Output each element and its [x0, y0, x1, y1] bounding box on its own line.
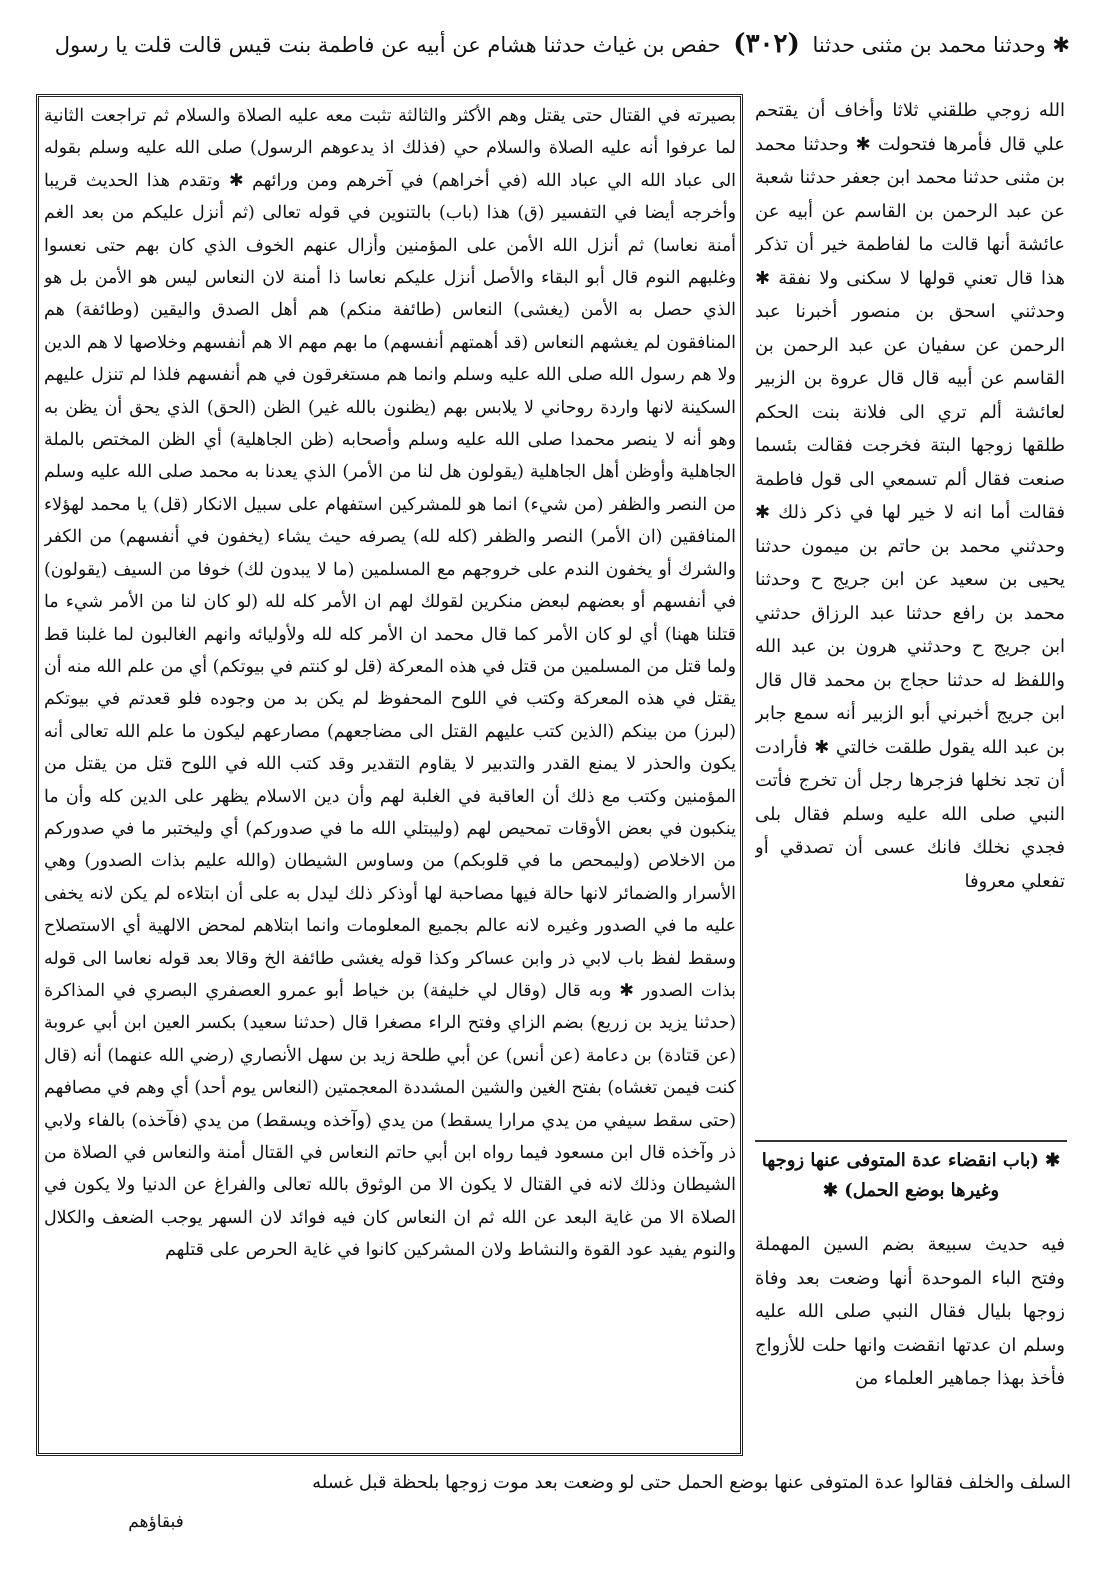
- chapter-heading: ✱ (باب انقضاء عدة المتوفى عنها زوجها وغيرها بوضع الحمل) ✱: [761, 1150, 1061, 1201]
- header-text-right: ✱ وحدثنا محمد بن مثنى حدثنا: [812, 33, 1070, 57]
- main-text-column: [755, 94, 1065, 1084]
- main-text-paragraph: الله زوجي طلقني ثلاثا وأخاف أن يقتحم علي قال فأمرها فتحولت ✱ وحدثنا محمد بن مثنى حدثنا محمد ابن جعفر حدثنا شعبة عن عبد الرحمن بن القاسم عن أبيه عن عائشة أنها قالت ما لفاطمة خير أن تذكر هذا قال تعني قولها لا سكنى ولا نفقة ✱ وحدثني اسحق بن منصور أخبرنا عبد الرحمن عن سفيان عن عبد الرحمن بن القاسم عن أبيه قال قال عروة بن الزبير لعائشة ألم تري الى فلانة بنت الحكم طلقها زوجها البتة فخرجت فقالت بئسما صنعت فقال ألم تسمعي الى قول فاطمة فقالت أما انه لا خير لها في ذكر ذلك ✱ وحدثني محمد بن حاتم بن ميمون حدثنا يحيى بن سعيد عن ابن جريج ح وحدثنا محمد بن رافع حدثنا عبد الرزاق حدثني ابن جريج ح وحدثني هرون بن عبد الله واللفظ له حدثنا حجاج بن محمد قال قال ابن جريج أخبرني أبو الزبير أنه سمع جابر بن عبد الله يقول طلقت خالتي ✱ فأرادت أن تجد نخلها فزجرها رجل أن تخرج فأتت النبي صلى الله عليه وسلم فقال بلى فجدي نخلك فانك عسى أن تصدقي أو تفعلي معروفا: [755, 100, 1065, 892]
- page-footer-line: السلف والخلف فقالوا عدة المتوفى عنها بوضع الحمل حتى لو وضعت بعد موت زوجها بلحظة قبل غسله: [312, 1472, 1071, 1493]
- catchword: فبقاؤهم: [128, 1512, 184, 1532]
- main-text-column-lower: [755, 1228, 1065, 1458]
- header-text-left: حفص بن غياث حدثنا هشام عن أبيه عن فاطمة بنت قيس قالت قلت يا رسول: [54, 33, 721, 57]
- page-header: [20, 30, 1070, 90]
- page-number: (٣٠٢): [733, 30, 800, 59]
- commentary-paragraph: بصيرته في القتال حتى يقتل وهم الأكثر والثالثة تثبت معه عليه الصلاة والسلام ثم تراجعت الثانية لما عرفوا أنه عليه الصلاة والسلام حي (فذلك اذ يدعوهم الرسول) صلى الله عليه وسلم بقوله الى عباد الله الي عباد الله (في أخراهم) في آخرهم ومن ورائهم ✱ وتقدم هذا الحديث قريبا وأخرجه أيضا في التفسير (ق) هذا (باب) بالتنوين في قوله تعالى (ثم أنزل عليكم من بعد الغم أمنة نعاسا) ثم أنزل الله الأمن على المؤمنين وأزال عنهم الخوف الذي كان بهم حتى نعسوا وغلبهم النوم قال أبو البقاء والأصل أنزل عليكم نعاسا ذا أمنة لان النعاس ليس هو الأمن بل هو الذي حصل به الأمن (يغشى) النعاس (طائفة منكم) هم أهل الصدق واليقين (وطائفة) هم المنافقون لم يغشهم النعاس (قد أهمتهم أنفسهم) ما بهم مهم الا هم أنفسهم وخلاصها لا هم الدين ولا هم رسول الله صلى الله عليه وسلم وانما هم مستغرقون في هم أنفسهم فلذا لم تنزل عليهم السكينة لانها واردة روحاني لا يلابس بهم (يظنون بالله غير) الظن (الحق) الذي يحق أن يظن به وهو أنه لا ينصر محمدا صلى الله عليه وسلم وأصحابه (ظن الجاهلية) أي الظن المختص بالملة الجاهلية وأوظن أهل الجاهلية (يقولون هل لنا من الأمر) الذي يعدنا به محمد صلى الله عليه وسلم من النصر والظفر (من شيء) انما هو للمشركين استفهام على سبيل الانكار (قل) يا محمد لهؤلاء المنافقين (ان الأمر) النصر والظفر (كله لله) يصرفه حيث يشاء (يخفون في أنفسهم) من الكفر والشرك أو يخفون الندم على خروجهم مع المسلمين (ما لا يبدون لك) خوفا من السيف (يقولون) في أنفسهم أو بعضهم لبعض منكرين لقولك لهم ان الأمر كله لله (لو كان لنا من الأمر شيء ما قتلنا ههنا) أي لو كان الأمر كما قال محمد ان الأمر كله لله ولأوليائه وانهم الغالبون لما غلبنا قط ولما قتل من المسلمين من قتل في هذه المعركة (قل لو كنتم في بيوتكم) أي من علم الله منه أن يقتل في هذه المعركة وكتب في اللوح المحفوظ لم يكن بد من وجوده فلو قعدتم في بيوتكم (لبرز) من بينكم (الذين كتب عليهم القتل الى مضاجعهم) مصارعهم ليكون ما علم الله تعالى أنه يكون والحذر لا يمنع القدر والتدبير لا يقاوم التقدير وقد كتب الله في اللوح قتل من يقتل من المؤمنين وكتب مع ذلك أن العاقبة في الغلبة لهم وأن دين الاسلام يظهر على الدين كله وأن ما ينكبون في بعض الأوقات تمحيص لهم (وليبتلي الله ما في صدوركم) أي وليختبر ما في صدوركم من الاخلاص (وليمحص ما في قلوبكم) من وساوس الشيطان (والله عليم بذات الصدور) وهي الأسرار والضمائر لانها حالة فيها مصاحبة لها أوذكر ذلك ليدل به على أن ابتلاءه لم يكن لانه يخفى عليه ما في الصدور وغيره لانه عالم بجميع المعلومات وانما ابتلاهم لمحض الالهية أي الاستصلاح وسقط لفظ باب لابي ذر وابن عساكر وكذا قوله يغشى طائفة الخ وقالا بعد قوله نعاسا الى قوله بذات الصدور ✱ وبه قال (وقال لي خليفة) بن خياط أبو عمرو العصفري البصري في المذاكرة (حدثنا يزيد بن زريع) بضم الزاي وفتح الراء مصغرا قال (حدثنا سعيد) بكسر العين ابن أبي عروبة (عن قتادة) بن دعامة (عن أنس) عن أبي طلحة زيد بن سهل الأنصاري (رضي الله عنهما) أنه (قال كنت فيمن تغشاه) بفتح الغين والشين المشددة المعجمتين (النعاس يوم أحد) أي وهم في مصافهم (حتى سقط سيفي من يدي مرارا يسقط) من يدي (وآخذه ويسقط) من يدي (فآخذه) بالفاء ولابي ذر وآخذه قال ابن مسعود فيما رواه ابن أبي حاتم النعاس في القتال أمنة والنعاس في الصلاة من الشيطان وذلك لانه في القتال لا يكون الا من الوثوق بالله تعالى والفراغ عن الدنيا ولا يكون في الصلاة الا من غاية البعد عن الله ثم ان النعاس كان فيه فوائد لان السهر يوجب الضعف والكلال والنوم يفيد عود القوة والنشاط ولان المشركين كانوا في غاية الحرص على قتلهم: [44, 106, 736, 1261]
- commentary-column: [44, 100, 736, 1450]
- main-text-paragraph-lower: فيه حديث سبيعة بضم السين المهملة وفتح الباء الموحدة أنها وضعت بعد وفاة زوجها بليال فقال النبي صلى الله عليه وسلم ان عدتها انقضت وانها حلت للأزواج فأخذ بهذا جماهير العلماء من: [755, 1234, 1065, 1389]
- chapter-heading-rule: [755, 1140, 1067, 1142]
